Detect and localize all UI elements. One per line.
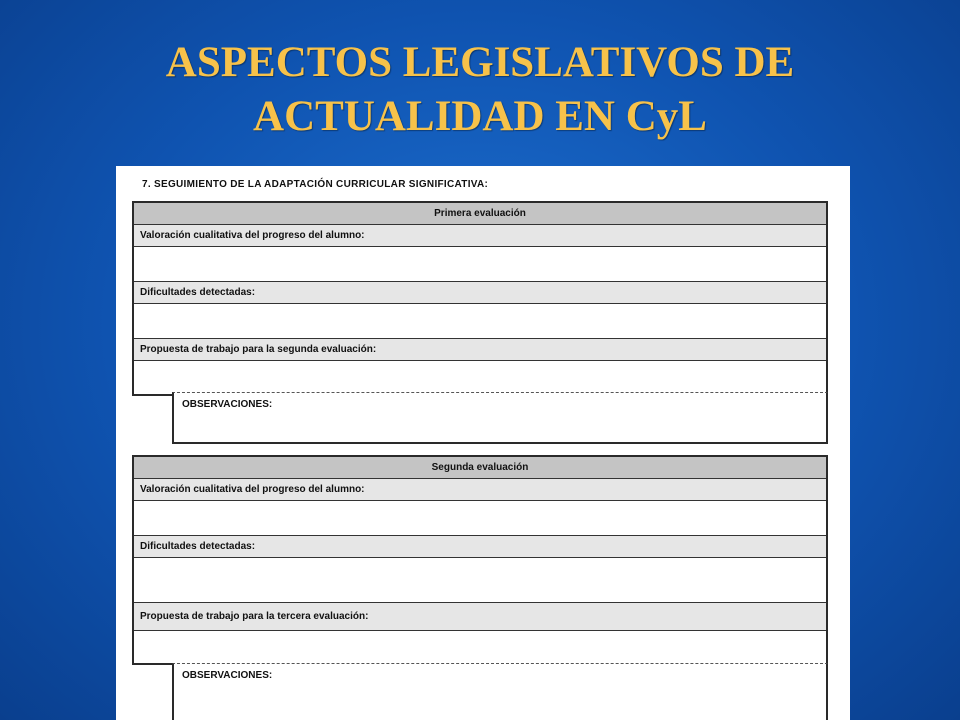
segunda-propuesta-label: Propuesta de trabajo para la tercera evaluación: [134,603,826,631]
primera-dificultades-label: Dificultades detectadas: [134,282,826,304]
segunda-valoracion-field [134,501,826,536]
primera-dificultades-field [134,304,826,339]
slide-title-line-2: ACTUALIDAD EN CyL [253,93,707,140]
slide-title-line-1: ASPECTOS LEGISLATIVOS DE [165,39,795,86]
primera-observaciones-label: OBSERVACIONES: [182,399,273,410]
section-heading: 7. SEGUIMIENTO DE LA ADAPTACIÓN CURRICULAR SIGNIFICATIVA: [142,179,489,190]
segunda-evaluacion-header: Segunda evaluación [134,457,826,479]
primera-evaluacion-table [132,201,828,396]
segunda-dificultades-label: Dificultades detectadas: [134,536,826,558]
segunda-dificultades-field [134,558,826,603]
primera-valoracion-field [134,247,826,282]
segunda-evaluacion-table [132,455,828,665]
segunda-valoracion-label: Valoración cualitativa del progreso del alumno: [134,479,826,501]
primera-observaciones-box [172,392,828,444]
segunda-propuesta-field [134,631,826,663]
primera-evaluacion-header: Primera evaluación [134,203,826,225]
segunda-observaciones-label: OBSERVACIONES: [182,670,273,681]
primera-valoracion-label: Valoración cualitativa del progreso del alumno: [134,225,826,247]
primera-propuesta-label: Propuesta de trabajo para la segunda evaluación: [134,339,826,361]
scanned-form-image [116,166,850,720]
slide-title [0,36,960,144]
primera-propuesta-field [134,361,826,394]
segunda-observaciones-box [172,663,828,720]
